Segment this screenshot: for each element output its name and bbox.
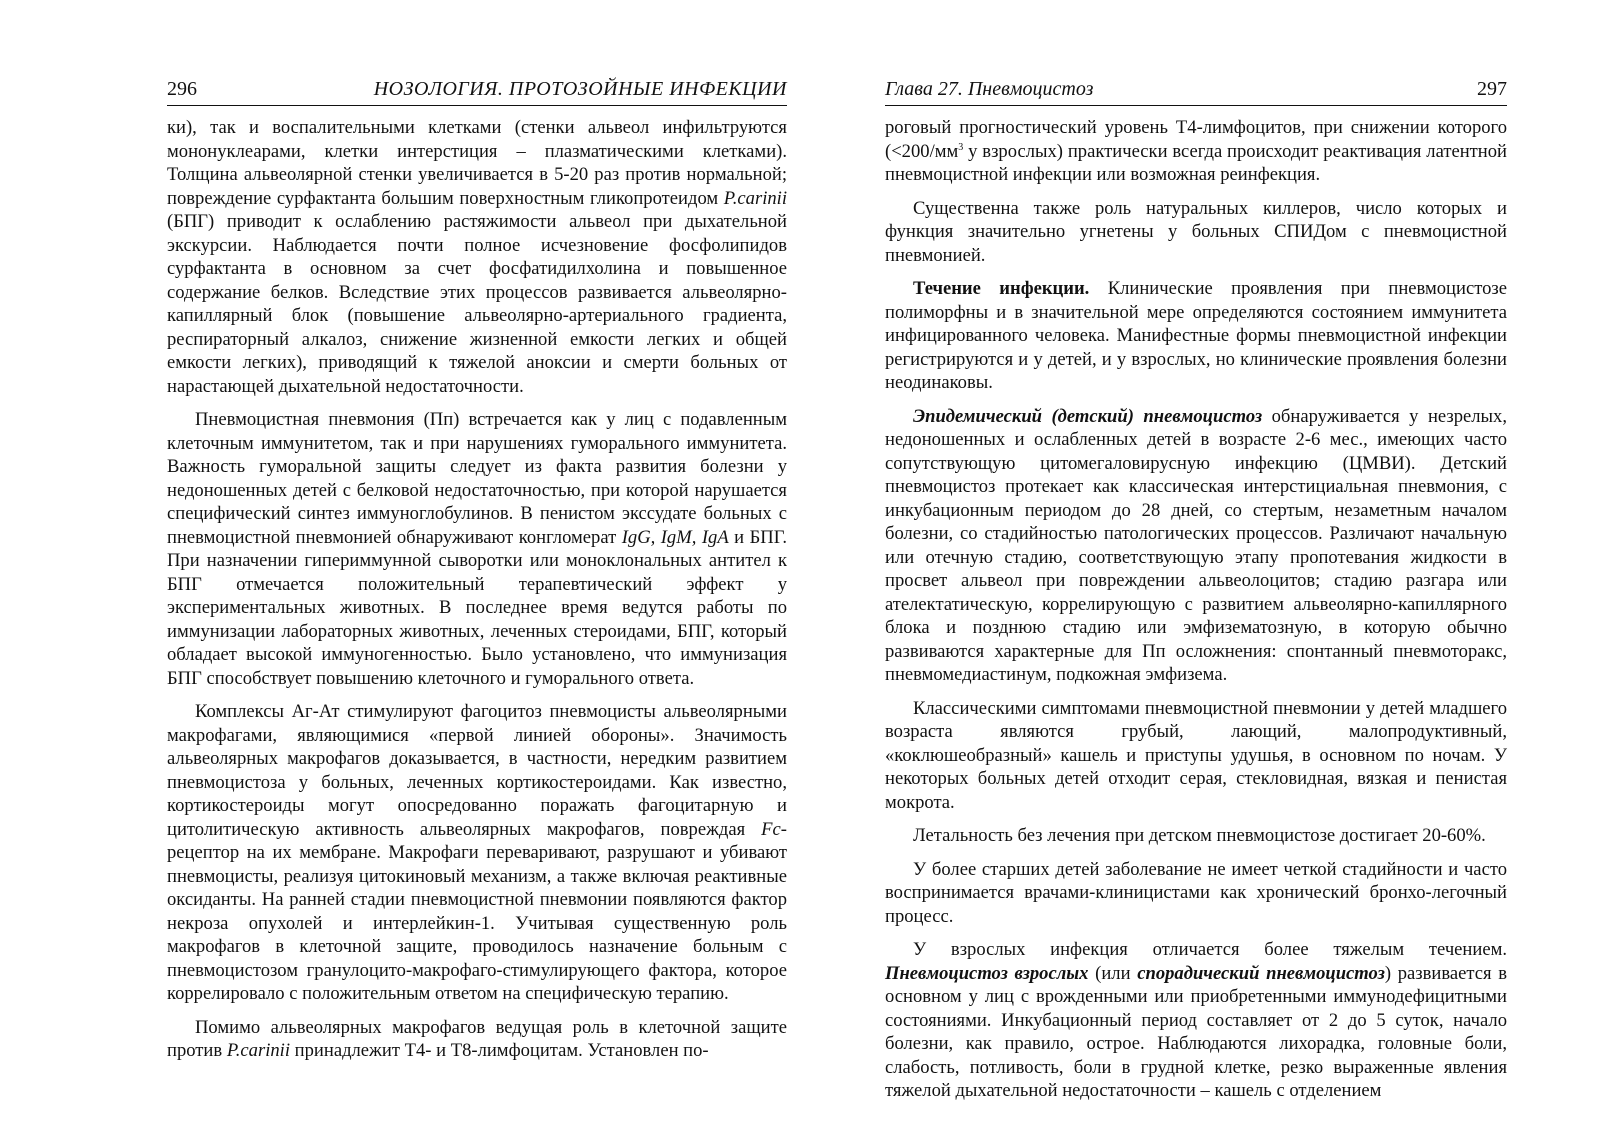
page-number: 296	[167, 78, 197, 100]
paragraph	[167, 408, 787, 690]
right-page	[885, 78, 1507, 1113]
text-run: (БПГ) приводит к ослаблению растяжимости альвеол при дыхательной экскурсии. Наблюдается почти полное исчезновение фосфолипидов сурфактанта в основном за счет фосфатидилхолина и повышенное содержание белков. Вследствие этих процессов развивается альвеолярно-капиллярный блок (повышение альвеолярно-артериального градиента, респираторный алкалоз, снижение жизненной емкости легких и общей емкости легких), приводящий к тяжелой аноксии и смерти больных от нарастающей дыхательной недостаточности.	[167, 211, 787, 397]
paragraph	[167, 700, 787, 1006]
paragraph	[885, 116, 1507, 187]
italic-term: Fc	[761, 818, 781, 840]
paragraph: Классическими симптомами пневмоцистной пневмонии у детей младшего возраста являются грубый, лающий, малопродуктивный, «коклюшеобразный» кашель и приступы удушья, в основном по ночам. У некоторых больных детей отходит серая, стекловидная, вязкая и пенистая мокрота.	[885, 697, 1507, 813]
text-run: и БПГ. При назначении гипериммунной сыворотки или моноклональных антител к БПГ отмечается положительный терапевтический эффект у экспериментальных животных. В последнее время ведутся работы по иммунизации лабораторных животных, леченных стероидами, БПГ, который обладает высокой иммуногенностью. Было установлено, что иммунизация БПГ способствует повышению клеточного и гуморального ответа.	[167, 526, 787, 689]
right-page-body	[885, 116, 1507, 1103]
text-run: Комплексы Аг-Ат стимулируют фагоцитоз пневмоцисты альвеолярными макрофагами, являющимися «первой линией обороны». Значимость альвеолярных макрофагов доказывается, в частности, нередким развитием пневмоцистоза у больных, леченных кортикостероидами. Как известно, кортикостероиды могут опосредованно поражать фагоцитарную и цитолитическую активность альвеолярных макрофагов, повреждая	[167, 701, 787, 840]
paragraph: Летальность без лечения при детском пневмоцистозе достигает 20-60%.	[913, 825, 1486, 846]
text-run: обнаруживается у незрелых, недоношенных и ослабленных детей в возрасте 2-6 мес., имеющих часто сопутствующую цитомегаловирусную инфекцию (ЦМВИ). Детский пневмоцистоз протекает как классическая интерстициальная пневмония, с инкубационным периодом до 28 дней, со стертым, незаметным началом болезни, со стадийностью патологических процессов. Различают начальную или отечную стадию, соответствующую этапу пропотевания жидкости в просвет альвеол при повреждении альвеолоцитов; стадию разгара или ателектатическую, коррелирующую с развитием альвеолярно-капиллярного блока и позднюю стадию или эмфизематозную, в которую обычно развиваются характерные для Пп осложнения: спонтанный пневмоторакс, пневмомедиастинум, подкожная эмфизема.	[885, 405, 1507, 685]
bold-heading: Течение инфекции.	[913, 278, 1090, 299]
text-run: (или	[1088, 962, 1138, 984]
italic-term: P.carinii	[226, 1040, 291, 1061]
paragraph: Существенна также роль натуральных киллеров, число которых и функция значительно угнетены у больных СПИДом с пневмоцистной пневмонией.	[885, 197, 1507, 266]
left-page-body	[167, 116, 787, 1063]
bold-italic-term: Пневмоцистоз взрослых	[885, 962, 1089, 984]
text-run: ки), так и воспалительными клетками (стенки альвеол инфильтруются мононуклеарами, клетки интерстиция – плазматическими клетками). Толщина альвеолярной стенки увеличивается в 5-20 раз против нормальной; повреждение сурфактанта большим поверхностным гликопротеидом	[167, 117, 787, 209]
paragraph	[885, 405, 1507, 687]
text-run: Пневмоцистная пневмония (Пп) встречается как у лиц с подавленным клеточным иммунитетом, так и при нарушениях гуморального иммунитета. Важность гуморальной защиты следует из факта развития болезни у недоношенных детей с белковой недостаточностью, при которой нарушается специфический синтез иммуноглобулинов. В пенистом экссудате больных с пневмоцистной пневмонией обнаруживают конгломерат	[167, 409, 787, 548]
italic-term: P.carinii	[723, 187, 787, 209]
paragraph: У более старших детей заболевание не имеет четкой стадийности и часто воспринимается врачами-клиницистами как хронический бронхо-легочный процесс.	[885, 858, 1507, 927]
page-number: 297	[1477, 78, 1507, 100]
text-run: Клинические проявления при пневмоцистозе полиморфны и в значительной мере определяются состоянием иммунитета инфицированного человека. Манифестные формы пневмоцистной инфекции регистрируются и у детей, и у взрослых, но клинические проявления болезни неодинаковы.	[885, 278, 1507, 393]
bold-italic-term: спорадический пневмоцистоз	[1137, 962, 1385, 984]
running-title: НОЗОЛОГИЯ. ПРОТОЗОЙНЫЕ ИНФЕКЦИИ	[373, 78, 787, 100]
text-run: Помимо альвеолярных макрофагов ведущая роль в клеточной защите против	[167, 1016, 787, 1061]
text-run: принадлежит Т4- и Т8-лимфоцитам. Установлен по-	[290, 1040, 709, 1061]
italic-term: IgG, IgM, IgA	[621, 526, 729, 548]
paragraph	[167, 116, 787, 398]
paragraph	[885, 938, 1507, 1103]
paragraph	[167, 1016, 787, 1063]
superscript: 3	[958, 141, 964, 153]
text-run: у взрослых) практически всегда происходит реактивация латентной пневмоцистной инфекции или возможная реинфекция.	[885, 140, 1507, 185]
left-page	[167, 78, 787, 1073]
text-run: ) развивается в основном у лиц с врожденными или приобретенными иммунодефицитными состояниями. Инкубационный период составляет от 2 до 5 суток, начало болезни, как правило, острое. Наблюдаются лихорадка, головные боли, слабость, потливость, боли в грудной клетке, резко выраженные явления тяжелой дыхательной недостаточности – кашель с отделением	[885, 962, 1508, 1101]
text-run: роговый прогностический уровень Т4-лимфоцитов, при снижении которого (<200/мм	[885, 117, 1507, 162]
paragraph	[885, 277, 1507, 395]
text-run: У взрослых инфекция отличается более тяжелым течением.	[913, 939, 1507, 960]
bold-italic-term: Эпидемический (детский) пневмоцистоз	[913, 405, 1263, 427]
right-page-header	[885, 78, 1507, 106]
text-run: -рецептор на их мембране. Макрофаги переваривают, разрушают и убивают пневмоцисты, реализуя цитокиновый механизм, а также включая реактивные оксиданты. На ранней стадии пневмоцистной пневмонии появляются фактор некроза опухолей и интерлейкин-1. Учитывая существенную роль макрофагов в клеточной защите, проводилось назначение больным с пневмоцистозом гранулоцито-макрофаго-стимулирующего фактора, которое коррелировало с положительным ответом на специфическую терапию.	[167, 818, 787, 1004]
left-page-header	[167, 78, 787, 106]
running-title: Глава 27. Пневмоцистоз	[885, 78, 1094, 100]
